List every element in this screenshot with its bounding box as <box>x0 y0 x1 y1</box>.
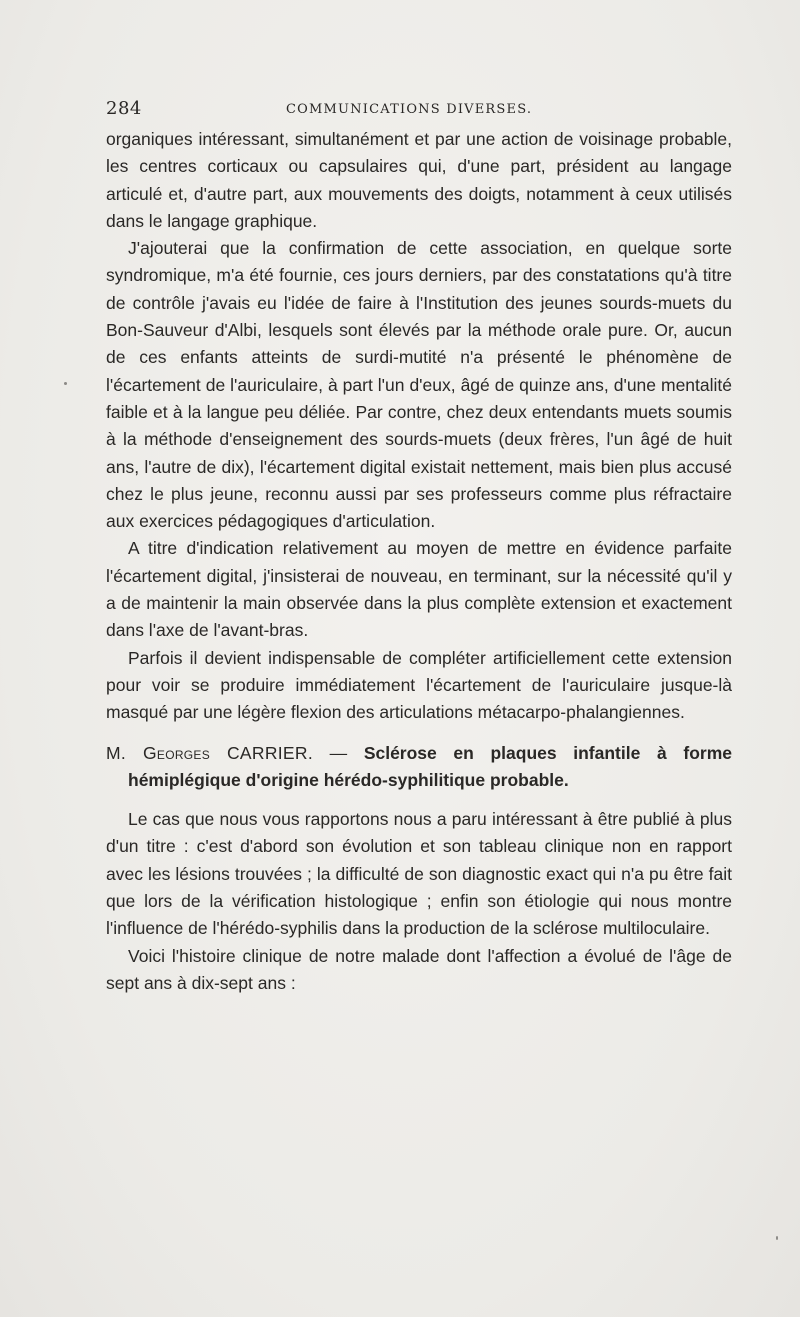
paragraph-clinical-history: Voici l'histoire clinique de notre malade dont l'affection a évolué de l'âge de sept ans à dix-sept ans : <box>106 945 732 993</box>
paper-speck <box>776 1236 778 1240</box>
author-name: Georges CARRIER. <box>142 742 314 763</box>
paragraph-deaf-mute-observations: J'ajouterai que la confirmation de cette association, en quelque sorte syndromique, m'a été fournie, ces jours derniers, par des constatations qu'à titre de contrôle j'avais eu l'idée de faire à l'Institution des jeunes sourds-muets du Bon-Sauveur d'Albi, lesquels sont élevés par la méthode orale pure. Or, aucun de ces enfants atteints de surdi-mutité n'a présenté le phénomène de l'écartement de l'auriculaire, à part l'un d'eux, âgé de quinze ans, d'une mentalité faible et à la langue peu déliée. Par contre, chez deux entendants muets soumis à la méthode d'enseignement des sourds-muets (deux frères, l'un âgé de huit ans, l'autre de dix), l'écartement digital existait nettement, mais bien plus accusé chez le plus jeune, reconnu aussi par ses professeurs comme plus réfractaire aux exercices pédagogiques d'articulation. <box>106 238 732 532</box>
heading-dash: — <box>313 742 364 763</box>
running-head: COMMUNICATIONS DIVERSES. <box>286 102 533 117</box>
author-initial: M. <box>106 742 143 763</box>
paper-speck <box>64 382 67 385</box>
communication-heading <box>106 740 732 795</box>
page-header <box>106 98 732 122</box>
communication-title: Sclérose en plaques infantile à forme hémiplégique d'origine hérédo-syphilitique probable. <box>128 742 732 790</box>
body-text <box>106 126 732 997</box>
paragraph-case-intro: Le cas que nous vous rapportons nous a paru intéressant à être publié à plus d'un titre : c'est d'abord son évolution et son tableau clinique non en rapport avec les lésions trouvées ; la difficulté de son diagnostic exact qui n'a pu être fait que lors de la vérification histologique ; enfin son étiologie qui nous montre l'influence de l'hérédo-syphilis dans la production de la sclérose multiloculaire. <box>106 809 732 939</box>
page-number: 284 <box>106 98 142 119</box>
paragraph-continued: organiques intéressant, simultanément et par une action de voisinage probable, les centres corticaux ou capsulaires qui, d'une part, président au langage articulé et, d'autre part, aux mouvements des doigts, notamment à ceux utilisés dans le langage graphique. <box>106 129 732 231</box>
paragraph-extension: Parfois il devient indispensable de compléter artificiellement cette extension pour voir se produire immédiatement l'écartement de l'auriculaire jusque-là masqué par une légère flexion des articulations métacarpo-phalangiennes. <box>106 647 732 723</box>
paragraph-indication: A titre d'indication relativement au moyen de mettre en évidence parfaite l'écartement digital, j'insisterai de nouveau, en terminant, sur la nécessité qu'il y a de maintenir la main observée dans la plus complète extension et exactement dans l'axe de l'avant-bras. <box>106 538 732 641</box>
